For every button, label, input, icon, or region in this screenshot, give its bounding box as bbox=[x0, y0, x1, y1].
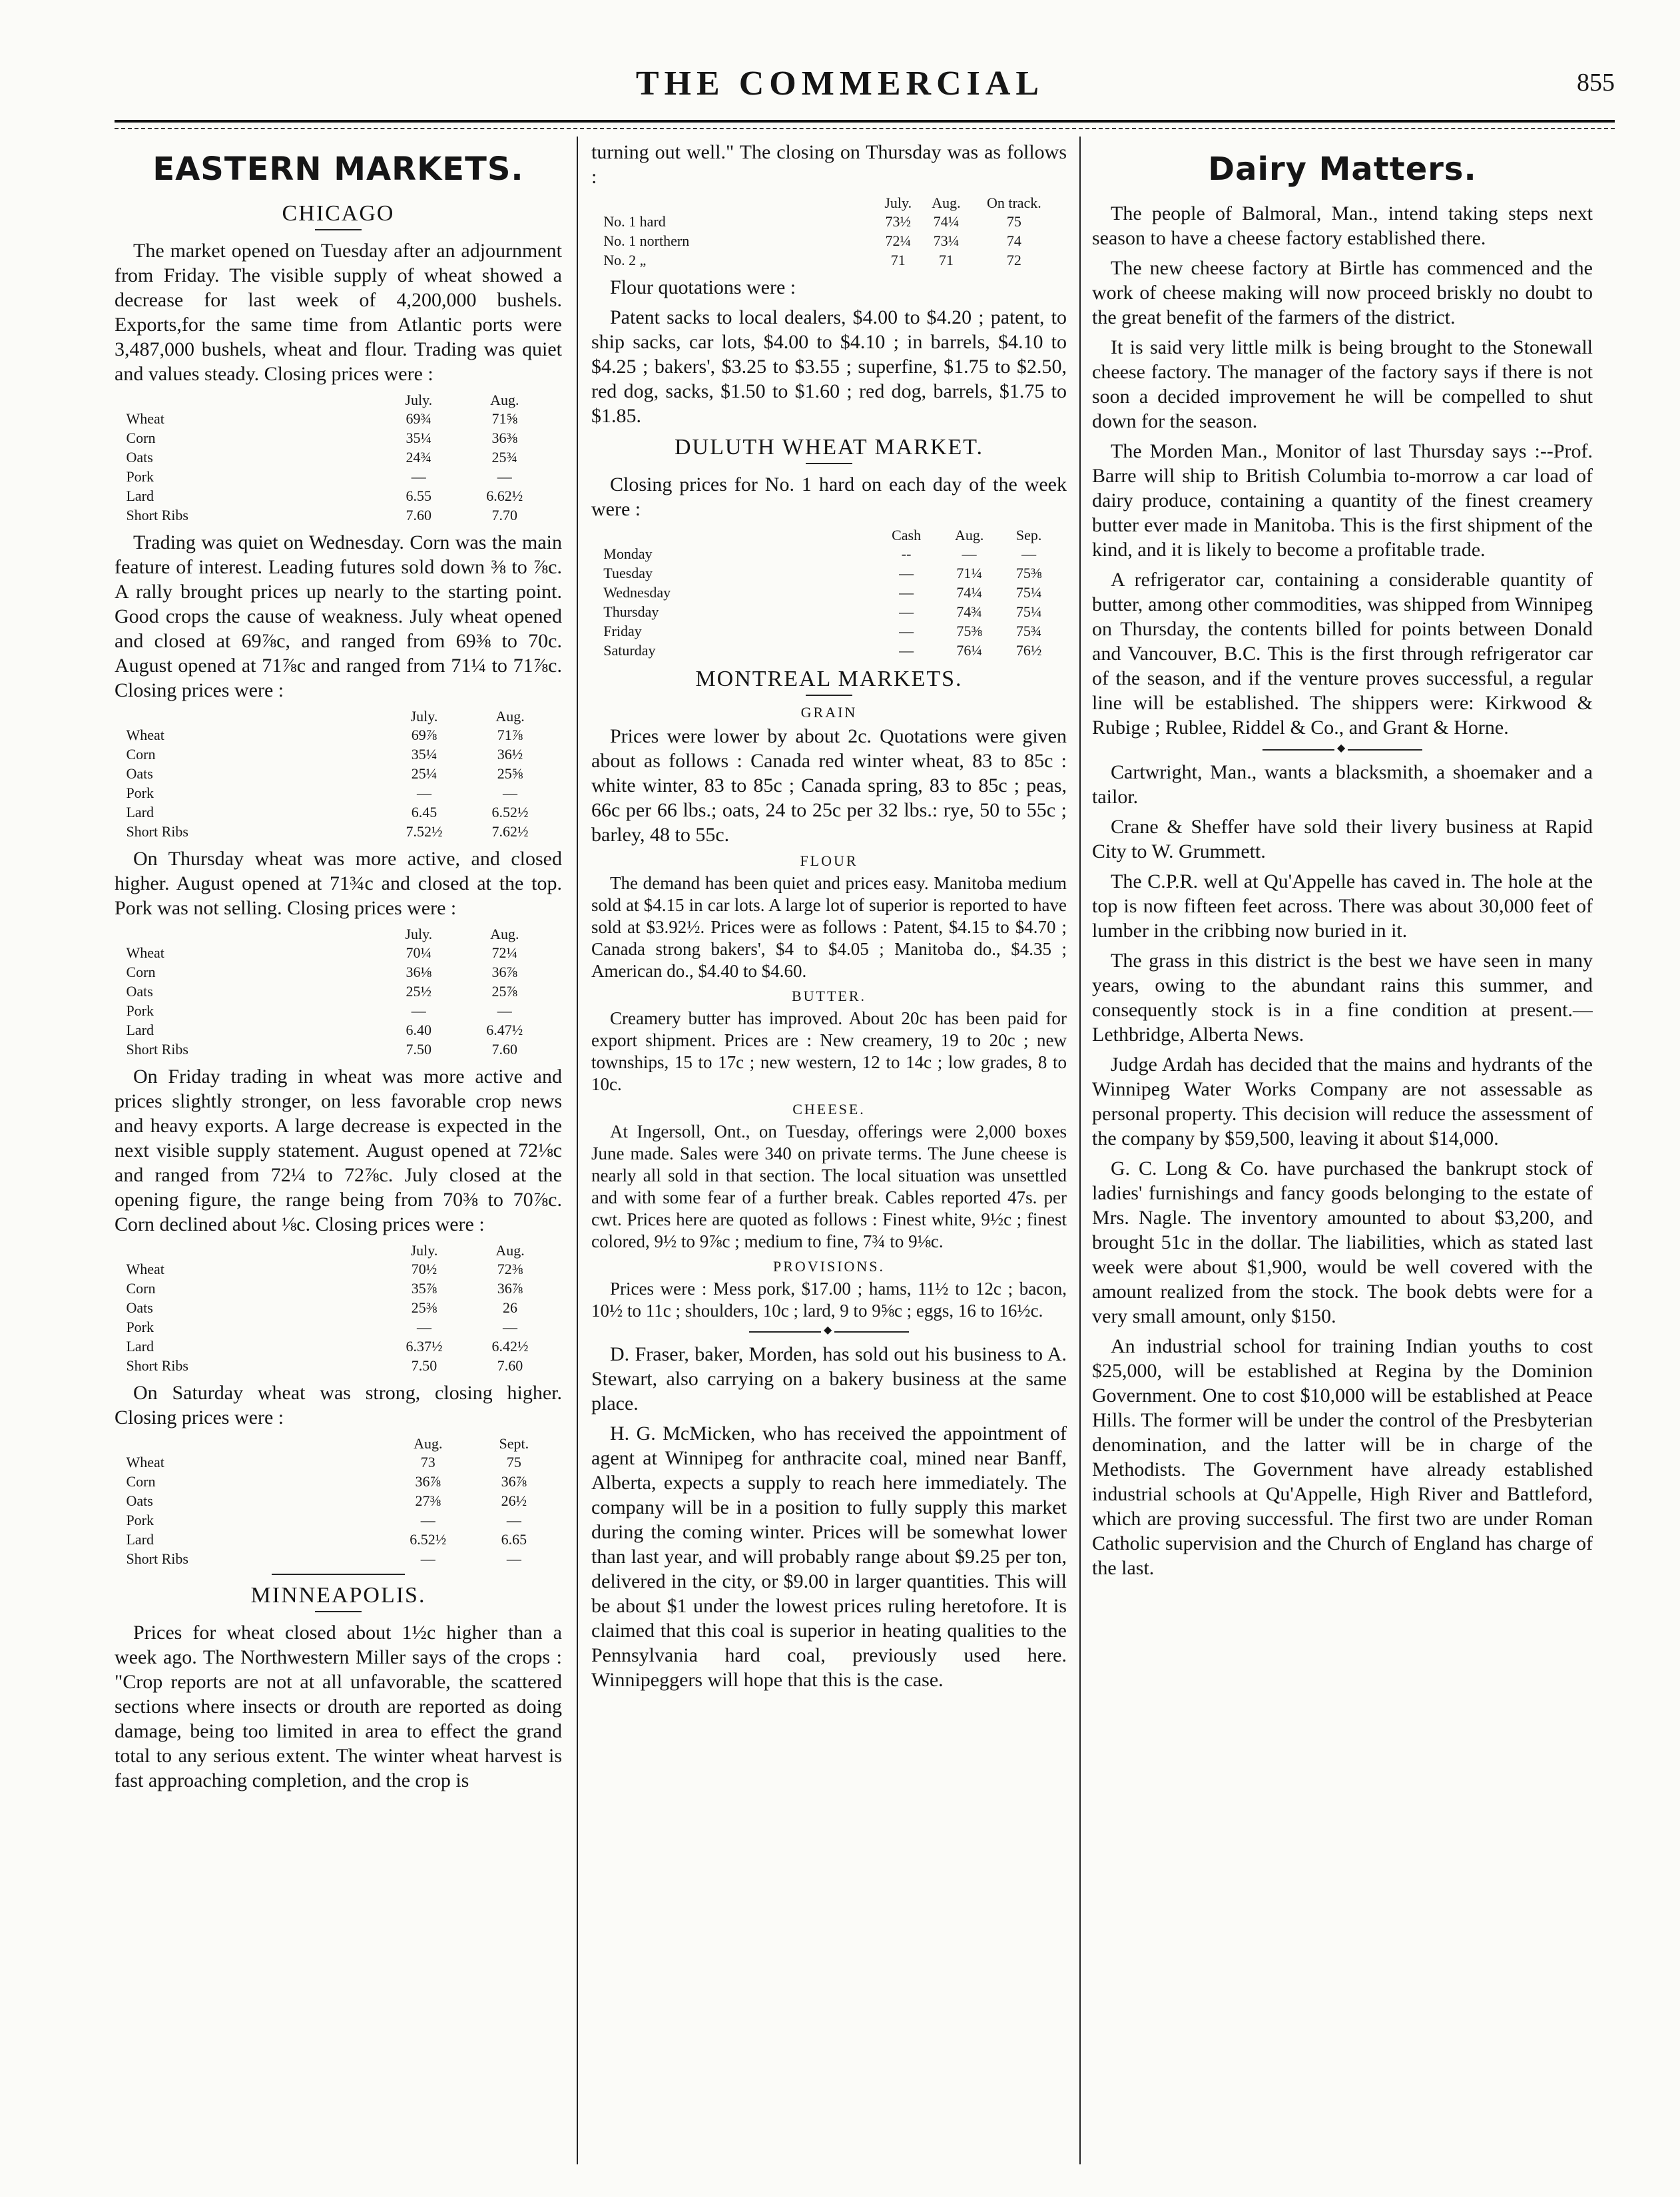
row-label: Short Ribs bbox=[126, 507, 188, 523]
table-row bbox=[601, 544, 1057, 563]
column-header: Aug. bbox=[954, 527, 984, 543]
row-label: Saturday bbox=[603, 642, 656, 659]
column-header: July. bbox=[405, 926, 433, 942]
price-cell: 7.60 bbox=[497, 1357, 523, 1374]
column-header: Aug. bbox=[495, 708, 525, 725]
price-cell: 72 bbox=[1006, 252, 1021, 268]
price-cell: 75⅜ bbox=[1015, 565, 1042, 581]
table-row bbox=[123, 1040, 553, 1059]
price-table bbox=[123, 1242, 553, 1375]
table-header-row bbox=[123, 926, 553, 943]
row-label: Short Ribs bbox=[126, 823, 188, 840]
price-cell: 36⅞ bbox=[497, 1280, 523, 1297]
paragraph: The Morden Man., Monitor of last Thursday says :--Prof. Barre will ship to British Columbia to-morrow a car load of dairy produce, containing a quantity of the finest creamery butter ever made in Manitoba. This is the first shipment of the kind, and it is likely to become a profitable trade. bbox=[1092, 440, 1593, 561]
price-cell: 24¾ bbox=[406, 449, 432, 466]
paragraph: Crane & Sheffer have sold their livery business at Rapid City to W. Grummett. bbox=[1092, 816, 1593, 862]
table-row bbox=[123, 764, 553, 783]
price-cell: 6.55 bbox=[406, 487, 432, 504]
subhead-cheese: CHEESE. bbox=[792, 1101, 866, 1117]
row-label: Corn bbox=[126, 964, 156, 980]
price-cell: 25⅞ bbox=[491, 983, 518, 1000]
row-label: No. 1 hard bbox=[603, 213, 666, 230]
price-cell: 75 bbox=[1006, 213, 1021, 230]
page-number: 855 bbox=[1577, 69, 1615, 97]
section-title-dairy-matters: Dairy Matters. bbox=[1208, 151, 1477, 188]
paragraph: Patent sacks to local dealers, $4.00 to $4.20 ; patent, to ship sacks, car lots, $4.00 to $4.10 ; in barrels, $4.10 to $4.25 ; bakers', $3.25 to $3.55 ; superfine, $1.75 to $2.50, red dog, sacks, $1.50 to $1.60 ; red dog, barrels, $1.75 to $1.85. bbox=[591, 306, 1067, 427]
price-cell: 69⅞ bbox=[411, 727, 437, 743]
column-header: Aug. bbox=[932, 194, 961, 211]
price-cell: 71 bbox=[890, 252, 906, 268]
price-cell: 73½ bbox=[885, 213, 911, 230]
table-row bbox=[123, 1337, 553, 1356]
row-label: Lard bbox=[126, 1338, 154, 1355]
paragraph: Trading was quiet on Wednesday. Corn was the main feature of interest. Leading futures sold down ⅜ to ⅞c. A rally brought prices up nearly to the starting point. Good crops the cause of weakness. July wheat opened and closed at 69⅞c, and ranged from 69⅜ to 70c. August opened at 71⅞c and ranged from 71¼ to 71⅞c. Closing prices were : bbox=[115, 531, 562, 701]
price-cell: 7.62½ bbox=[491, 823, 529, 840]
subhead-butter: BUTTER. bbox=[791, 988, 867, 1004]
row-label: No. 1 northern bbox=[603, 232, 690, 249]
price-cell: — bbox=[417, 785, 431, 801]
paragraph: The demand has been quiet and prices easy. Manitoba medium sold at $4.15 in car lots. A large lot of superior is reported to have sold at $3.92½. Prices were as follows : Patent, $4.15 to $4.70 ; Canada strong bakers', $4 to $4.05 ; Manitoba do., $4.35 ; American do., $4.40 to $4.60. bbox=[591, 873, 1067, 981]
table-row bbox=[123, 428, 553, 448]
row-label: Wheat bbox=[126, 410, 164, 427]
table-row bbox=[601, 583, 1057, 602]
table-row bbox=[123, 486, 553, 505]
table-row bbox=[601, 231, 1057, 250]
price-cell: 70½ bbox=[411, 1261, 437, 1277]
paragraph: The people of Balmoral, Man., intend taking steps next season to have a cheese factory established there. bbox=[1092, 202, 1593, 249]
paragraph: Closing prices for No. 1 hard on each day of the week were : bbox=[591, 473, 1067, 520]
row-label: No. 2 „ bbox=[603, 252, 647, 268]
price-cell: 6.47½ bbox=[486, 1022, 523, 1038]
price-cell: 71 bbox=[938, 252, 954, 268]
subhead-duluth: DULUTH WHEAT MARKET. bbox=[674, 435, 984, 460]
table-row bbox=[123, 1020, 553, 1040]
row-label: Wheat bbox=[126, 1261, 164, 1277]
price-cell: 25⅜ bbox=[411, 1299, 437, 1316]
price-cell: — bbox=[506, 1512, 521, 1528]
table-row bbox=[123, 1452, 553, 1472]
price-cell: — bbox=[420, 1550, 435, 1567]
table-row bbox=[123, 1549, 553, 1568]
price-cell: 7.52½ bbox=[406, 823, 443, 840]
price-cell: 74¼ bbox=[956, 584, 982, 601]
price-cell: 35¼ bbox=[406, 430, 432, 446]
subhead-flour: FLOUR bbox=[800, 852, 858, 869]
price-cell: 6.65 bbox=[501, 1531, 527, 1548]
table-row bbox=[123, 962, 553, 982]
table-row bbox=[601, 212, 1057, 231]
row-label: Lard bbox=[126, 487, 154, 504]
column-1 bbox=[115, 140, 562, 2164]
table-row bbox=[123, 1279, 553, 1298]
price-cell: 75 bbox=[506, 1454, 521, 1470]
price-cell: 27⅜ bbox=[415, 1492, 441, 1509]
paragraph: H. G. McMicken, who has received the appointment of agent at Winnipeg for anthracite coal, mined near Banff, Alberta, expects a supply to reach here immediately. The company will be in a position to fully supply this market during the coming winter. Prices will be somewhat lower than last year, and will probably range about $9.25 per ton, delivered in the city, or $9.00 in larger quantities. This will be about $1 under the lowest prices ruling heretofore. It is claimed that this coal is superior in heating qualities to the Pennsylvania hard coal, previously used here. Winnipeggers will hope that this is the case. bbox=[591, 1422, 1067, 1691]
paragraph: The market opened on Tuesday after an adjournment from Friday. The visible supply of wheat showed a decrease for last week of 4,200,000 bushels. Exports,for the same time from Atlantic ports were 3,487,000 bushels, wheat and flour. Trading was quiet and values steady. Closing prices were : bbox=[115, 240, 562, 385]
paragraph: D. Fraser, baker, Morden, has sold out his business to A. Stewart, also carrying on a bakery business at the same place. bbox=[591, 1343, 1067, 1414]
subhead-montreal: MONTREAL MARKETS. bbox=[695, 667, 963, 691]
price-cell: 72⅜ bbox=[497, 1261, 523, 1277]
column-header: On track. bbox=[986, 194, 1041, 211]
column-header: Aug. bbox=[495, 1242, 525, 1259]
price-cell: 73 bbox=[420, 1454, 435, 1470]
column-3 bbox=[1092, 140, 1593, 2164]
row-label: Pork bbox=[126, 785, 154, 801]
table-row bbox=[601, 563, 1057, 583]
table-row bbox=[123, 745, 553, 764]
column-header: Sep. bbox=[1015, 527, 1042, 543]
column-header: July. bbox=[410, 708, 438, 725]
column-header: Aug. bbox=[490, 926, 519, 942]
row-label: Corn bbox=[126, 746, 156, 763]
price-cell: 36⅛ bbox=[406, 964, 432, 980]
row-label: Lard bbox=[126, 804, 154, 820]
column-divider bbox=[577, 137, 578, 2164]
table-row bbox=[123, 1510, 553, 1530]
table-header-row bbox=[601, 194, 1057, 212]
row-label: Oats bbox=[126, 765, 153, 782]
price-cell: 36⅞ bbox=[501, 1473, 527, 1490]
row-label: Wheat bbox=[126, 727, 164, 743]
masthead bbox=[0, 59, 1680, 105]
price-cell: 72¼ bbox=[885, 232, 911, 249]
price-cell: 74¼ bbox=[933, 213, 960, 230]
price-cell: 6.42½ bbox=[491, 1338, 529, 1355]
price-cell: 6.40 bbox=[406, 1022, 432, 1038]
row-label: Oats bbox=[126, 1299, 153, 1316]
row-label: Corn bbox=[126, 1473, 156, 1490]
column-header: Aug. bbox=[490, 392, 519, 408]
paragraph: G. C. Long & Co. have purchased the bankrupt stock of ladies' furnishings and fancy goods belonging to the estate of Mrs. Nagle. The inventory amounted to about $3,200, and brought 51c in the dollar. The liabilities, which as stated last week were about $1,900, would be well covered with the amount realized from the stock. The book debts were for a very small amount, only $150. bbox=[1092, 1157, 1593, 1327]
row-label: Oats bbox=[126, 449, 153, 466]
price-cell: 26 bbox=[503, 1299, 518, 1316]
row-label: Wheat bbox=[126, 1454, 164, 1470]
row-label: Short Ribs bbox=[126, 1550, 188, 1567]
price-cell: 36⅞ bbox=[415, 1473, 441, 1490]
table-row bbox=[123, 725, 553, 745]
price-table bbox=[123, 926, 553, 1059]
price-cell: 6.37½ bbox=[406, 1338, 443, 1355]
ornament-divider bbox=[749, 1331, 909, 1333]
row-label: Wheat bbox=[126, 944, 164, 961]
price-cell: — bbox=[962, 545, 977, 562]
price-cell: — bbox=[899, 565, 914, 581]
table-header-row bbox=[601, 527, 1057, 544]
table-row bbox=[123, 1259, 553, 1279]
price-cell: 75¾ bbox=[1015, 623, 1042, 639]
price-table bbox=[601, 527, 1057, 660]
subhead-chicago: CHICAGO bbox=[282, 201, 395, 226]
table-row bbox=[123, 1530, 553, 1549]
price-cell: — bbox=[899, 642, 914, 659]
table-header-row bbox=[123, 392, 553, 409]
publication-title: THE COMMERCIAL bbox=[635, 65, 1045, 103]
table-row bbox=[123, 409, 553, 428]
price-cell: — bbox=[411, 1002, 426, 1019]
price-cell: 71⅝ bbox=[491, 410, 518, 427]
table-row bbox=[123, 1001, 553, 1020]
price-cell: 6.45 bbox=[411, 804, 437, 820]
price-cell: 36½ bbox=[497, 746, 523, 763]
paragraph: The C.P.R. well at Qu'Appelle has caved in. The hole at the top is now fifteen feet across. There was about 30,000 feet of lumber in the cribbing now buried in it. bbox=[1092, 870, 1593, 942]
price-cell: 74¾ bbox=[956, 603, 982, 620]
price-cell: 75⅜ bbox=[956, 623, 982, 639]
price-cell: 75¼ bbox=[1015, 584, 1042, 601]
column-header: July. bbox=[410, 1242, 438, 1259]
price-cell: 6.52½ bbox=[410, 1531, 447, 1548]
table-row bbox=[123, 448, 553, 467]
price-cell: 36⅞ bbox=[491, 964, 518, 980]
price-cell: — bbox=[503, 1319, 518, 1335]
row-label: Corn bbox=[126, 1280, 156, 1297]
price-cell: — bbox=[497, 1002, 512, 1019]
price-table bbox=[123, 1435, 553, 1568]
paragraph: Judge Ardah has decided that the mains and hydrants of the Winnipeg Water Works Company are not assessable as personal property. This decision will reduce the assessment of the company by $59,500, leaving it about $14,000. bbox=[1092, 1054, 1593, 1149]
paragraph: Flour quotations were : bbox=[610, 276, 796, 298]
table-row bbox=[123, 1491, 553, 1510]
row-label: Monday bbox=[603, 545, 653, 562]
price-table bbox=[601, 194, 1057, 270]
row-label: Short Ribs bbox=[126, 1041, 188, 1058]
price-cell: 7.50 bbox=[411, 1357, 437, 1374]
row-label: Oats bbox=[126, 1492, 153, 1509]
paragraph: turning out well." The closing on Thursday was as follows : bbox=[591, 141, 1067, 188]
table-row bbox=[123, 1298, 553, 1317]
section-title-eastern-markets: EASTERN MARKETS. bbox=[152, 151, 524, 188]
table-row bbox=[123, 467, 553, 486]
table-header-row bbox=[123, 1242, 553, 1259]
table-row bbox=[123, 943, 553, 962]
price-cell: 76½ bbox=[1015, 642, 1042, 659]
paragraph: On Thursday wheat was more active, and closed higher. August opened at 71¾c and closed at the top. Pork was not selling. Closing prices were : bbox=[115, 848, 562, 919]
header-rule bbox=[115, 120, 1615, 123]
table-row bbox=[123, 505, 553, 525]
price-cell: — bbox=[497, 468, 512, 485]
price-cell: 6.62½ bbox=[486, 487, 523, 504]
paragraph: A refrigerator car, containing a considerable quantity of butter, among other commodities, was shipped from Winnipeg on Thursday, the contents billed for points between Donald and Vancouver, B.C. This is the first through refrigerator car of the season, and if the venture proves successful, a regular line will be established. The shippers were: Kirkwood & Rubige ; Rublee, Riddel & Co., and Grant & Horne. bbox=[1092, 569, 1593, 739]
price-cell: -- bbox=[901, 545, 912, 562]
row-label: Lard bbox=[126, 1531, 154, 1548]
paragraph: The grass in this district is the best we have seen in many years, owing to the abundant rains this summer, and consequently stock is in a fine condition at present.—Lethbridge, Alberta News. bbox=[1092, 950, 1593, 1046]
price-cell: 72¼ bbox=[491, 944, 518, 961]
price-cell: 71¼ bbox=[956, 565, 982, 581]
price-cell: 7.60 bbox=[491, 1041, 518, 1058]
price-cell: — bbox=[899, 584, 914, 601]
price-cell: 36⅜ bbox=[491, 430, 518, 446]
paragraph: Cartwright, Man., wants a blacksmith, a shoemaker and a tailor. bbox=[1092, 761, 1593, 808]
paragraph: At Ingersoll, Ont., on Tuesday, offerings were 2,000 boxes June made. Sales were 340 on private terms. The June cheese is nearly all sold in that section. The local situation was unsettled and with some fear of a further break. Cables reported 47s. per cwt. Prices here are quoted as follows : Finest white, 9½c ; finest colored, 9½ to 9⅞c ; medium to fine, 7¾ to 9⅛c. bbox=[591, 1121, 1067, 1251]
price-cell: 70¼ bbox=[406, 944, 432, 961]
row-label: Thursday bbox=[603, 603, 659, 620]
column-header: July. bbox=[884, 194, 912, 211]
price-cell: 25¾ bbox=[491, 449, 518, 466]
price-cell: 6.52½ bbox=[491, 804, 529, 820]
row-label: Corn bbox=[126, 430, 156, 446]
subhead-grain: GRAIN bbox=[800, 704, 858, 721]
row-label: Wednesday bbox=[603, 584, 671, 601]
price-cell: 71⅞ bbox=[497, 727, 523, 743]
column-header: Aug. bbox=[414, 1435, 443, 1452]
price-cell: 25⅝ bbox=[497, 765, 523, 782]
table-row bbox=[123, 802, 553, 822]
price-cell: — bbox=[411, 468, 426, 485]
price-cell: — bbox=[506, 1550, 521, 1567]
price-cell: 7.60 bbox=[406, 507, 432, 523]
table-row bbox=[601, 641, 1057, 660]
price-cell: — bbox=[899, 623, 914, 639]
table-row bbox=[123, 1472, 553, 1491]
price-cell: 73¼ bbox=[933, 232, 960, 249]
price-cell: 26½ bbox=[501, 1492, 527, 1509]
table-row bbox=[123, 783, 553, 802]
table-header-row bbox=[123, 708, 553, 725]
paragraph: An industrial school for training Indian youths to cost $25,000, will be established at Regina by the Dominion Government. One to cost $10,000 will be established at Peace Hills. The former will be under the control of the Presbyterian denomination, and the latter will be in charge of the Methodists. The Government have already established industrial schools at Qu'Appelle, High River and Battleford, which are proving successful. The first two are under Roman Catholic supervision and the Church of England has charge of the last. bbox=[1092, 1335, 1593, 1579]
table-row bbox=[601, 602, 1057, 621]
subhead-minneapolis: MINNEAPOLIS. bbox=[250, 1583, 426, 1608]
row-label: Tuesday bbox=[603, 565, 653, 581]
table-row bbox=[123, 1356, 553, 1375]
table-row bbox=[123, 1317, 553, 1337]
subhead-provisions: PROVISIONS. bbox=[772, 1258, 886, 1275]
price-cell: — bbox=[899, 603, 914, 620]
table-row bbox=[601, 250, 1057, 270]
price-table bbox=[123, 708, 553, 841]
row-label: Pork bbox=[126, 468, 154, 485]
row-label: Pork bbox=[126, 1002, 154, 1019]
paragraph: Prices were : Mess pork, $17.00 ; hams, 11½ to 12c ; bacon, 10½ to 11c ; shoulders, 10c ; lard, 9 to 9⅝c ; eggs, 16 to 16½c. bbox=[591, 1279, 1067, 1321]
price-cell: — bbox=[503, 785, 518, 801]
row-label: Oats bbox=[126, 983, 153, 1000]
price-cell: 7.50 bbox=[406, 1041, 432, 1058]
price-cell: 35⅞ bbox=[411, 1280, 437, 1297]
row-label: Lard bbox=[126, 1022, 154, 1038]
row-label: Pork bbox=[126, 1512, 154, 1528]
column-header: Cash bbox=[892, 527, 922, 543]
price-cell: 25½ bbox=[406, 983, 432, 1000]
paragraph: On Saturday wheat was strong, closing higher. Closing prices were : bbox=[115, 1382, 562, 1428]
column-divider bbox=[1079, 137, 1081, 2164]
price-table bbox=[123, 392, 553, 525]
table-header-row bbox=[123, 1435, 553, 1452]
price-cell: — bbox=[1021, 545, 1037, 562]
price-cell: 74 bbox=[1006, 232, 1021, 249]
column-header: July. bbox=[405, 392, 433, 408]
paragraph: It is said very little milk is being brought to the Stonewall cheese factory. The manager of the factory says if there is not soon a decided improvement he will be compelled to shut down for the season. bbox=[1092, 336, 1593, 432]
paragraph: Prices for wheat closed about 1½c higher than a week ago. The Northwestern Miller says of the crops : "Crop reports are not at all unfavorable, the scattered sections where insects or drouth are reported as doing damage, being too limited in area to effect the grand total to any serious extent. The winter wheat harvest is fast approaching completion, and the crop is bbox=[115, 1622, 562, 1791]
price-cell: 35¼ bbox=[411, 746, 437, 763]
row-label: Short Ribs bbox=[126, 1357, 188, 1374]
row-label: Friday bbox=[603, 623, 642, 639]
row-label: Pork bbox=[126, 1319, 154, 1335]
table-row bbox=[123, 982, 553, 1001]
table-row bbox=[123, 822, 553, 841]
column-2 bbox=[591, 140, 1067, 2164]
ornament-divider bbox=[1262, 749, 1422, 751]
table-row bbox=[601, 621, 1057, 641]
price-cell: 69¾ bbox=[406, 410, 432, 427]
price-cell: 25¼ bbox=[411, 765, 437, 782]
paragraph: On Friday trading in wheat was more active and prices slightly stronger, on less favorable crop news and heavy exports. A large decrease is expected in the next visible supply statement. August opened at 72⅛c and ranged from 72¼ to 72⅞c. July closed at the opening figure, the range being from 70⅜ to 70⅞c. Corn declined about ⅛c. Closing prices were : bbox=[115, 1066, 562, 1235]
price-cell: — bbox=[417, 1319, 431, 1335]
column-header: Sept. bbox=[499, 1435, 529, 1452]
price-cell: 75¼ bbox=[1015, 603, 1042, 620]
price-cell: — bbox=[420, 1512, 435, 1528]
paragraph: The new cheese factory at Birtle has commenced and the work of cheese making will now proceed briskly no doubt to the great benefit of the farmers of the district. bbox=[1092, 257, 1593, 328]
paragraph: Prices were lower by about 2c. Quotations were given about as follows : Canada red winter wheat, 83 to 85c : white winter, 83 to 85c ; Canada spring, 83 to 85c ; peas, 66c per 66 lbs.; oats, 24 to 25c per 32 lbs.: rye, 50 to 55c ; barley, 48 to 55c. bbox=[591, 725, 1067, 846]
paragraph: Creamery butter has improved. About 20c has been paid for export shipment. Prices are : New creamery, 19 to 20c ; new townships, 15 to 17c ; new western, 12 to 14c ; low grades, 8 to 10c. bbox=[591, 1008, 1067, 1094]
header-rule-dashed bbox=[115, 128, 1615, 129]
price-cell: 76¼ bbox=[956, 642, 982, 659]
price-cell: 7.70 bbox=[491, 507, 518, 523]
